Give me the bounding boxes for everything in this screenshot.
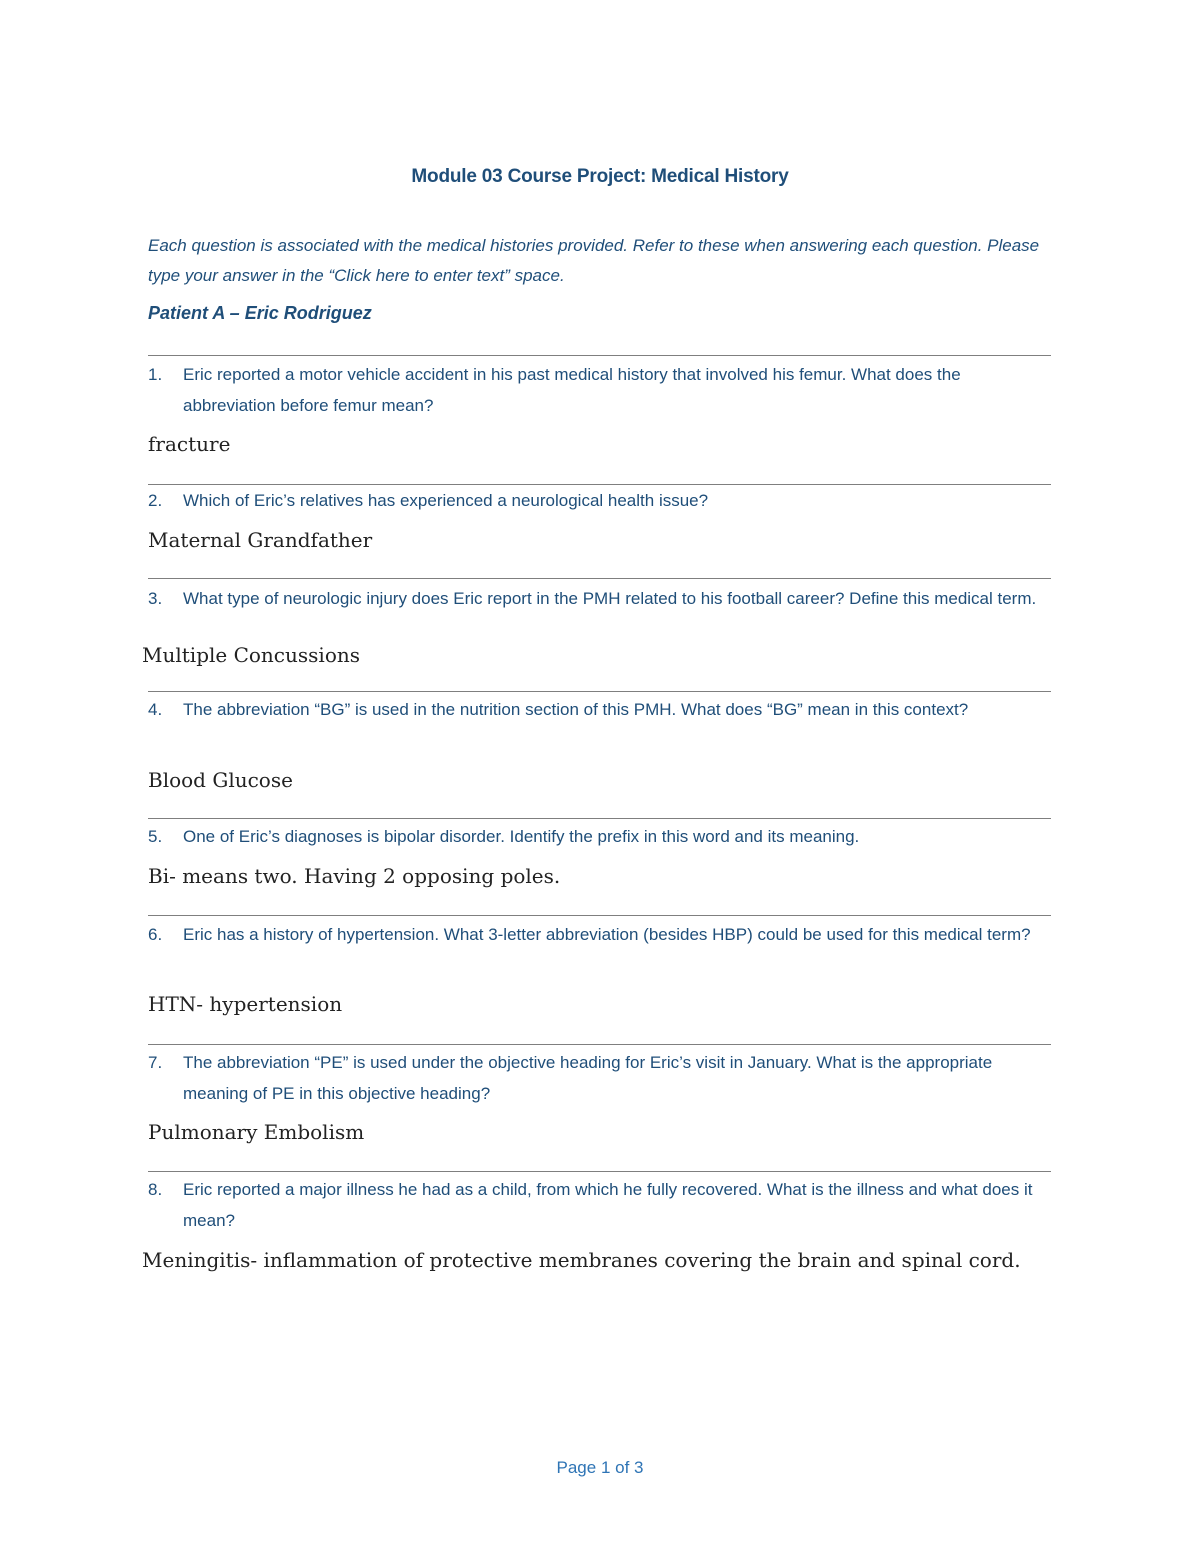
question-divider (148, 691, 1051, 692)
question-number: 7. (148, 1053, 163, 1072)
question-3 (148, 583, 1043, 614)
question-text: Eric reported a motor vehicle accident in his past medical history that involved his femur. What does the abbreviation before femur mean? (183, 365, 961, 415)
question-divider (148, 578, 1051, 579)
question-number: 6. (148, 925, 163, 944)
answer-field-2[interactable]: Maternal Grandfather (148, 528, 373, 552)
question-8 (148, 1174, 1043, 1236)
document-title: Module 03 Course Project: Medical History (411, 166, 789, 187)
question-text: Which of Eric’s relatives has experienced a neurological health issue? (183, 491, 709, 510)
question-4 (148, 694, 1043, 725)
question-2 (148, 485, 1043, 516)
question-number: 2. (148, 491, 163, 510)
question-text: One of Eric’s diagnoses is bipolar disorder. Identify the prefix in this word and its meaning. (183, 827, 860, 846)
answer-field-4[interactable]: Blood Glucose (148, 768, 293, 792)
answer-field-7[interactable]: Pulmonary Embolism (148, 1120, 365, 1144)
answer-field-6[interactable]: HTN- hypertension (148, 992, 343, 1016)
question-number: 4. (148, 700, 163, 719)
answer-field-8[interactable]: Meningitis- inflammation of protective membranes covering the brain and spinal cord. (142, 1248, 1021, 1272)
answer-field-1[interactable]: fracture (148, 432, 231, 456)
question-1 (148, 359, 1043, 421)
question-divider (148, 1171, 1051, 1172)
page-footer: Page 1 of 3 (556, 1458, 644, 1477)
question-text: What type of neurologic injury does Eric report in the PMH related to his football career? Define this medical term. (183, 589, 1037, 608)
question-text: The abbreviation “BG” is used in the nutrition section of this PMH. What does “BG” mean in this context? (183, 700, 969, 719)
question-7 (148, 1047, 1043, 1109)
question-divider (148, 1044, 1051, 1045)
instructions-text: Each question is associated with the medical histories provided. Refer to these when answering each question. Please type your answer in the “Click here to enter text” space. (148, 236, 1040, 285)
question-number: 1. (148, 365, 163, 384)
answer-field-3[interactable]: Multiple Concussions (142, 643, 360, 667)
question-number: 5. (148, 827, 163, 846)
answer-field-5[interactable]: Bi- means two. Having 2 opposing poles. (148, 864, 561, 888)
question-divider (148, 818, 1051, 819)
question-6 (148, 919, 1043, 950)
question-divider (148, 355, 1051, 356)
question-5 (148, 821, 1043, 852)
question-text: Eric reported a major illness he had as a child, from which he fully recovered. What is the illness and what does it mean? (183, 1180, 1033, 1230)
patient-heading: Patient A – Eric Rodriguez (148, 303, 372, 323)
question-number: 8. (148, 1180, 163, 1199)
question-text: The abbreviation “PE” is used under the objective heading for Eric’s visit in January. What is the appropriate meaning of PE in this objective heading? (183, 1053, 993, 1103)
question-divider (148, 915, 1051, 916)
question-number: 3. (148, 589, 163, 608)
question-text: Eric has a history of hypertension. What 3-letter abbreviation (besides HBP) could be used for this medical term? (183, 925, 1031, 944)
